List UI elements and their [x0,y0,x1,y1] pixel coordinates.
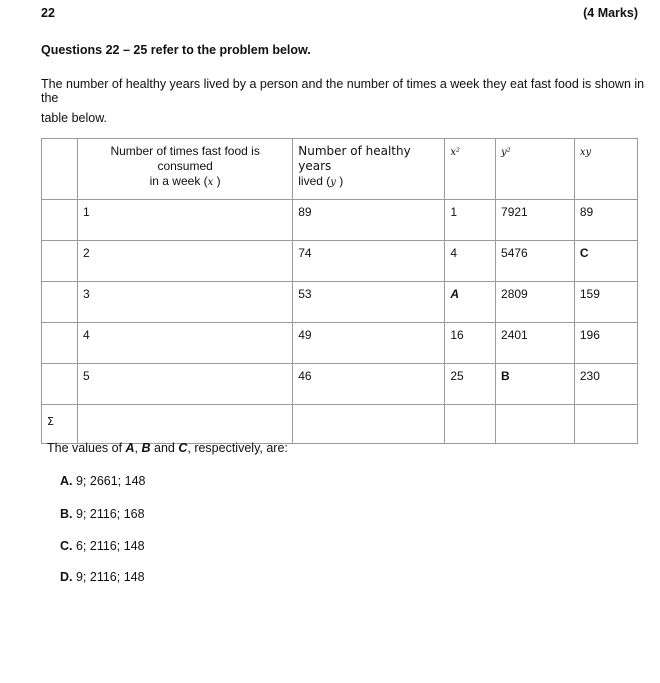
question-suffix: , respectively, are: [187,441,288,455]
table-header-row [42,139,638,200]
question-sep-1: , [134,441,142,455]
header-cell-y [293,139,445,200]
option-a-text: 9; 2661; 148 [72,474,146,488]
cell-x: 2 [78,241,293,282]
sum-symbol-cell [42,405,78,444]
cell-y2: 7921 [496,200,575,241]
intro-text-line-1: The number of healthy years lived by a person and the number of times a week they eat fast food is shown in the [41,77,645,105]
row-index-cell [42,282,78,323]
cell-y2-unknown-b: B [496,364,575,405]
cell-y2: 2809 [496,282,575,323]
option-d-label: D. [60,570,73,584]
question-sep-2: and [150,441,179,455]
row-index-cell [42,241,78,282]
cell-xy: 159 [574,282,637,323]
header-y-line2-prefix: lived ( [298,174,331,188]
option-c[interactable] [60,539,145,553]
option-c-label: C. [60,539,73,553]
cell-xy-unknown-c: C [574,241,637,282]
header-cell-y-squared [496,139,575,200]
header-y-line2-suffix: ) [335,174,344,188]
cell-x2: 25 [445,364,496,405]
sum-cell-y2 [496,405,575,444]
option-d-text: 9; 2116; 148 [72,570,145,584]
sigma-symbol: Σ [47,415,54,428]
cell-y: 49 [293,323,445,364]
cell-x: 4 [78,323,293,364]
sum-cell-x2 [445,405,496,444]
header-x-line2-suffix: ) [213,174,221,188]
data-table [41,138,638,444]
cell-xy: 89 [574,200,637,241]
cell-xy: 230 [574,364,637,405]
marks-label: (4 Marks) [583,6,638,20]
cell-x2: 1 [445,200,496,241]
header-x-squared-label: x² [450,147,460,158]
option-a-label: A. [60,474,73,488]
cell-y: 53 [293,282,445,323]
header-x-var: x [207,177,214,188]
cell-xy: 196 [574,323,637,364]
option-c-text: 6; 2116; 148 [72,539,145,553]
header-cell-x [78,139,293,200]
header-y-line1: Number of healthy years [298,144,411,173]
cell-x2: 4 [445,241,496,282]
table-row [42,282,638,323]
header-cell-xy [574,139,637,200]
question-prefix: The values of [47,441,126,455]
question-text [47,441,288,455]
sum-cell-xy [574,405,637,444]
cell-x: 5 [78,364,293,405]
sum-cell-x [78,405,293,444]
question-var-b: B [141,441,151,455]
table-row [42,241,638,282]
cell-y2: 5476 [496,241,575,282]
header-x-line2-prefix: in a week ( [149,174,208,188]
option-b-text: 9; 2116; 168 [72,507,145,521]
table-row [42,200,638,241]
header-x-line1: Number of times fast food is consumed [110,144,260,173]
option-d[interactable] [60,570,145,584]
cell-x: 3 [78,282,293,323]
header-xy-label: xy [579,147,592,158]
header-cell-empty [42,139,78,200]
option-b[interactable] [60,507,145,521]
row-index-cell [42,200,78,241]
table-row [42,323,638,364]
sum-row [42,405,638,444]
option-b-label: B. [60,507,73,521]
cell-y: 89 [293,200,445,241]
header-y-var: y [330,177,336,188]
row-index-cell [42,364,78,405]
cell-y2: 2401 [496,323,575,364]
section-heading: Questions 22 – 25 refer to the problem below. [41,43,311,57]
cell-y: 46 [293,364,445,405]
row-index-cell [42,323,78,364]
intro-text-line-2: table below. [41,111,108,125]
option-a[interactable] [60,474,145,488]
cell-x2: 16 [445,323,496,364]
header-cell-x-squared [445,139,496,200]
table-row [42,364,638,405]
question-number: 22 [41,6,55,20]
question-var-c: C [178,441,188,455]
question-var-a: A [125,441,135,455]
header-y-squared-label: y² [501,147,511,158]
cell-x2-unknown-a: A [445,282,496,323]
cell-y: 74 [293,241,445,282]
sum-cell-y [293,405,445,444]
cell-x: 1 [78,200,293,241]
